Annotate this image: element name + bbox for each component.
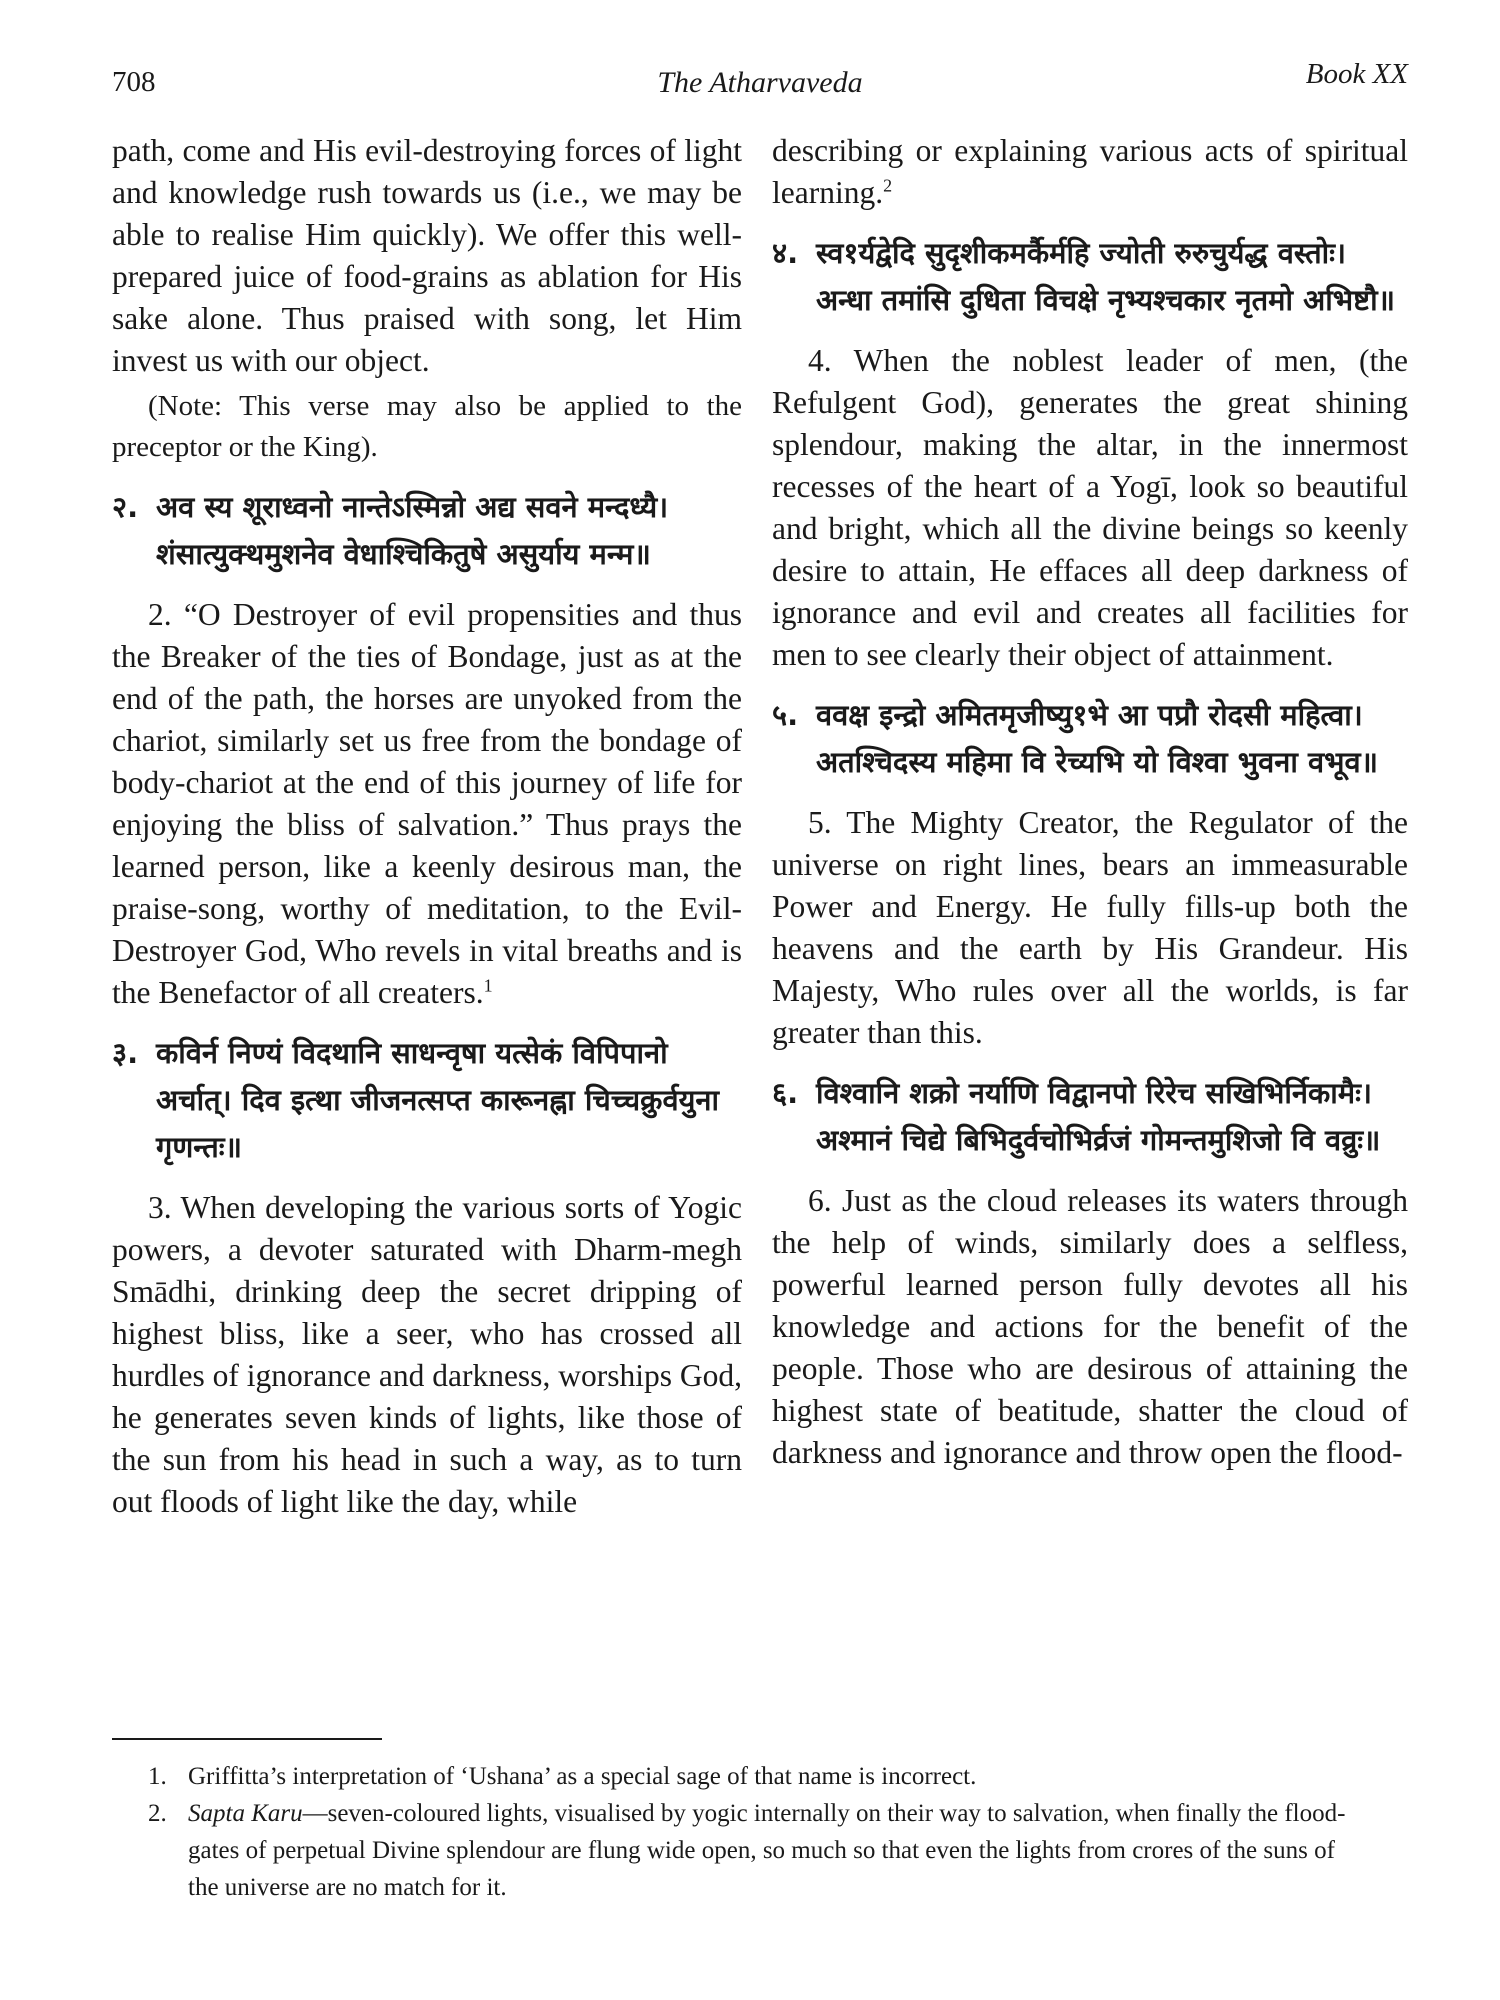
translation-paragraph-5: 5. The Mighty Creator, the Regulator of the universe on right lines, bears an immeasurable Power and Energy. He fully fills-up both the heavens and the earth by His Grandeur. His Majesty, Who rules over all the worlds, is far greater than this. xyxy=(772,805,1408,1050)
translation-text: 2. “O Destroyer of evil propensities and thus the Breaker of the ties of Bondage, just as at the end of the path, the horses are unyoked from the chariot, similarly set us free from the bondage of body-chariot at the end of this journey of life for enjoying the bliss of salvation.” Thus prays the learned person, like a keenly desirous man, the praise-song, worthy of meditation, to the Evil-Destroyer God, Who revels in vital breaths and is the Benefactor of all creaters. xyxy=(112,597,742,1010)
sanskrit-verse-3 xyxy=(112,1030,742,1171)
sanskrit-verse-2 xyxy=(112,484,742,578)
verse-text: कविर्न निण्यं विदथानि साधन्वृषा यत्सेकं विपिपानो अर्चात्। दिव इत्था जीजनत्सप्त कारूनह्ना चिच्चक्रुर्वयुना गृणन्तः॥ xyxy=(156,1036,719,1164)
running-title: The Atharvaveda xyxy=(657,66,863,99)
footnote-1 xyxy=(148,1758,1348,1795)
footnote-text: —seven-coloured lights, visualised by yogic internally on their way to salvation, when finally the flood-gates of perpetual Divine splendour are flung wide open, so much so that even the lights from crores of the suns of the universe are no match for it. xyxy=(188,1800,1346,1901)
footnote-number: 2. xyxy=(148,1800,167,1827)
footnote-ref-2: 2 xyxy=(883,175,893,196)
verse-number: २. xyxy=(112,490,139,524)
sanskrit-verse-4 xyxy=(772,230,1408,324)
verse-text: ववक्ष इन्द्रो अमितमृजीष्यु१भे आ पप्रौ रोदसी महित्वा। अतश्चिदस्य महिमा वि रेच्यभि यो विश्वा भुवना वभूव॥ xyxy=(816,698,1378,779)
left-column xyxy=(112,130,742,1523)
sanskrit-verse-6 xyxy=(772,1070,1408,1164)
paragraph-continuation xyxy=(772,130,1408,214)
verse-number: ३. xyxy=(112,1036,139,1070)
footnote-text: Griffitta’s interpretation of ‘Ushana’ as a special sage of that name is incorrect. xyxy=(188,1763,977,1790)
book-label: Book XX xyxy=(1305,58,1408,90)
translation-paragraph-2 xyxy=(112,594,742,1014)
verse-number: ४. xyxy=(772,236,799,270)
translation-paragraph-3: 3. When developing the various sorts of Yogic powers, a devoter saturated with Dharm-megh Smādhi, drinking deep the secret dripping of highest bliss, like a seer, who has crossed all hurdles of ignorance and darkness, worships God, he generates seven kinds of lights, like those of the sun from his head in such a way, as to turn out floods of light like the day, while xyxy=(112,1190,742,1519)
note-paragraph: (Note: This verse may also be applied to the preceptor or the King). xyxy=(112,390,742,463)
translation-paragraph-6: 6. Just as the cloud releases its waters through the help of winds, similarly does a selfless, powerful learned person fully devotes all his knowledge and actions for the benefit of the people. Those who are desirous of attaining the highest state of beatitude, shatter the cloud of darkness and ignorance and throw open the flood- xyxy=(772,1183,1408,1470)
verse-text: विश्वानि शक्रो नर्याणि विद्वानपो रिरेच सखिभिर्निकामैः। अश्मानं चिद्ये बिभिदुर्वचोभिर्व्रजं गोमन्तमुशिजो वि वव्रुः॥ xyxy=(816,1076,1381,1157)
verse-number: ५. xyxy=(772,698,799,732)
translation-paragraph-4: 4. When the noblest leader of men, (the Refulgent God), generates the great shining splendour, making the altar, in the innermost recesses of the heart of a Yogī, look so beautiful and bright, which all the divine beings so keenly desire to attain, He effaces all deep darkness of ignorance and evil and creates all facilities for men to see clearly their object of attainment. xyxy=(772,343,1408,672)
verse-text: स्व१र्यद्वेदि सुदृशीकमर्कैर्महि ज्योती रुरुचुर्यद्ध वस्तोः। अन्धा तमांसि दुधिता विचक्षे नृभ्यश्चकार नृतमो अभिष्टौ॥ xyxy=(816,236,1395,317)
page-header xyxy=(112,58,1408,108)
footnote-ref-1: 1 xyxy=(483,975,493,996)
footnote-term: Sapta Karu xyxy=(188,1800,303,1827)
footnotes xyxy=(148,1758,1348,1906)
continuation-text: describing or explaining various acts of spiritual learning. xyxy=(772,133,1408,210)
page-number: 708 xyxy=(112,66,156,98)
footnote-number: 1. xyxy=(148,1763,167,1790)
sanskrit-verse-5 xyxy=(772,692,1408,786)
paragraph-continuation: path, come and His evil-destroying forces of light and knowledge rush towards us (i.e., we may be able to realise Him quickly). We offer this well-prepared juice of food-grains as ablation for His sake alone. Thus praised with song, let Him invest us with our object. xyxy=(112,133,742,378)
right-column xyxy=(772,130,1408,1474)
verse-number: ६. xyxy=(772,1076,799,1110)
footnote-divider xyxy=(112,1738,382,1740)
verse-text: अव स्य शूराध्वनो नान्तेऽस्मिन्नो अद्य सवने मन्दध्यै। शंसात्युक्थमुशनेव वेधाश्चिकितुषे असुर्याय मन्म॥ xyxy=(156,490,669,571)
footnote-2 xyxy=(148,1795,1348,1906)
